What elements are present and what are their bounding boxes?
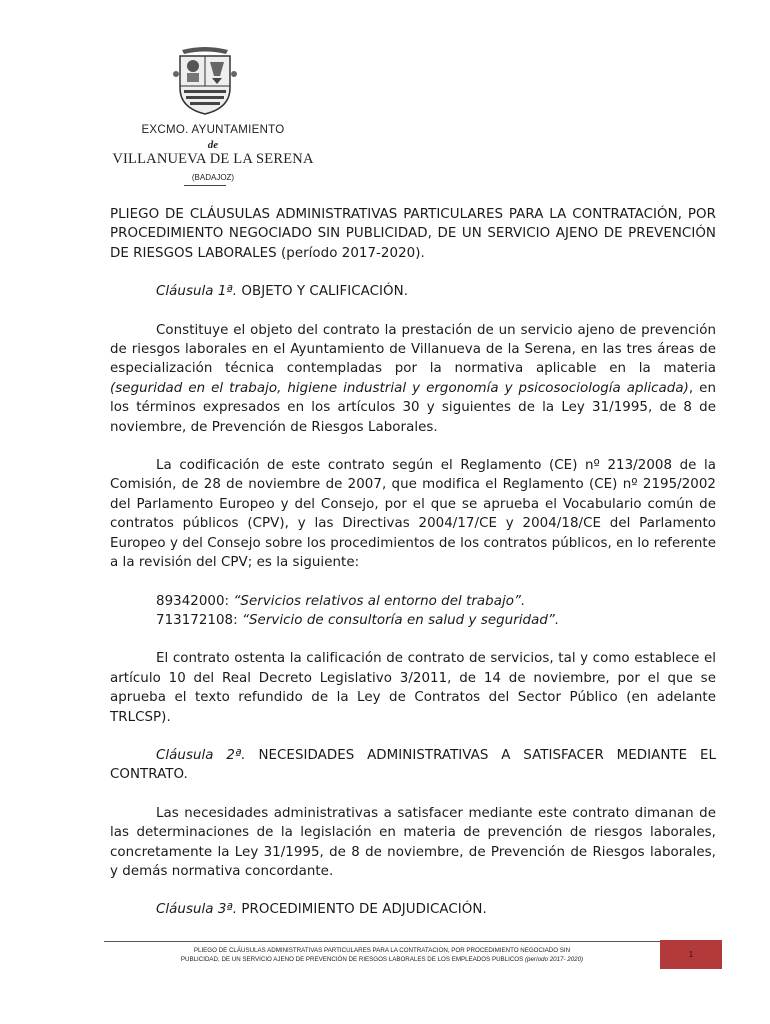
paragraph-codification: La codificación de este contrato según el Reglamento (CE) nº 213/2008 de la Comisión, de 28 de noviembre de 2007, que modifica el Reglamento (CE) nº 2195/2002 del Parlamento Europeo y del Consejo, por el que se aprueba el Vocabulario común de contratos públicos (CPV), y las Directivas 2004/17/CE y 2004/18/CE del Parlamento Europeo y del Consejo sobre los procedimientos de los contratos públicos, en lo referente a la revisión del CPV; es la siguiente: xyxy=(110,458,716,571)
clause-2-title: NECESIDADES ADMINISTRATIVAS A SATISFACER MEDIANTE EL CONTRATO. xyxy=(110,747,716,783)
page-number-badge xyxy=(660,940,722,969)
clause-1-label: Cláusula 1ª. xyxy=(156,284,238,300)
footer-line-2-text: PUBLICIDAD, DE UN SERVICIO AJENO DE PREVENCIÓN DE RIESGOS LABORALES DE LOS EMPLEADOS PUBLICOS xyxy=(180,956,524,963)
clause-1-title: OBJETO Y CALIFICACIÓN. xyxy=(237,284,409,300)
page-number: 1 xyxy=(688,950,694,959)
footer-divider xyxy=(104,941,660,942)
paragraph-qualification: El contrato ostenta la calificación de contrato de servicios, tal y como establece el artículo 10 del Real Decreto Legislativo 3/2011, de 14 de noviembre, por el que se aprueba el texto refundido de la Ley de Contratos del Sector Público (en adelante TRLCSP). xyxy=(110,651,716,725)
cpv-1-text: “Servicios relativos al entorno del trabajo”. xyxy=(233,593,526,609)
p1-text-italic: (seguridad en el trabajo, higiene industrial y ergonomía y psicosociología aplicada) xyxy=(110,380,689,396)
cpv-2-text: “Servicio de consultoría en salud y seguridad”. xyxy=(242,612,560,628)
org-name-de: de xyxy=(207,139,219,151)
p1-text-a: Constituye el objeto del contrato la prestación de un servicio ajeno de prevención de riesgos laborales en el Ayuntamiento de Villanueva de la Serena, en las tres áreas de especialización técnica contempladas por la normativa aplicable en la materia xyxy=(110,322,716,377)
paragraph-needs: Las necesidades administrativas a satisfacer mediante este contrato dimanan de las determinaciones de la legislación en materia de prevención de riesgos laborales, concretamente la Ley 31/1995, de 8 de noviembre, de Prevención de Riesgos laborales, y demás normativa concordante. xyxy=(110,805,716,879)
org-divider xyxy=(184,185,226,186)
cpv-codes xyxy=(110,592,716,631)
org-name-line1: EXCMO. AYUNTAMIENTO xyxy=(141,124,285,136)
coat-of-arms-icon xyxy=(168,44,242,116)
document-body xyxy=(110,205,716,939)
p1-text-b: , en los términos expresados en los artículos 30 y siguientes de la Ley 31/1995, de 8 de noviembre, de Prevención de Riesgos Laborales. xyxy=(110,380,716,435)
document-title xyxy=(110,205,716,263)
clause-3-heading xyxy=(110,900,716,919)
clause-3-label: Cláusula 3ª. xyxy=(156,902,238,918)
org-name-line2: VILLANUEVA DE LA SERENA xyxy=(112,151,314,167)
clause-2-label: Cláusula 2ª. xyxy=(156,747,246,763)
org-province: (BADAJOZ) xyxy=(191,173,235,182)
footer-period: (período 2017- 2020) xyxy=(524,956,584,963)
clause-3-title: PROCEDIMIENTO DE ADJUDICACIÓN. xyxy=(237,902,487,918)
paragraph-object xyxy=(110,321,716,437)
footer-text xyxy=(104,946,660,964)
cpv-1-code: 89342000: xyxy=(156,593,234,609)
footer-line-2 xyxy=(104,955,660,964)
cpv-2-code: 713172108: xyxy=(156,612,242,628)
footer-line-1: PLIEGO DE CLÁUSULAS ADMINISTRATIVAS PARTICULARES PARA LA CONTRATACION, POR PROCEDIMIENTO NEGOCIADO SIN xyxy=(193,947,571,954)
title-period: (período 2017-2020). xyxy=(276,245,425,261)
cpv-code-1 xyxy=(110,592,716,611)
clause-2-heading xyxy=(110,746,716,785)
clause-1-heading xyxy=(110,282,716,301)
title-text: PLIEGO DE CLÁUSULAS ADMINISTRATIVAS PARTICULARES PARA LA CONTRATACIÓN, POR PROCEDIMIENTO NEGOCIADO SIN PUBLICIDAD, DE UN SERVICIO AJENO DE PREVENCIÓN DE RIESGOS LABORALES xyxy=(110,207,716,261)
cpv-code-2 xyxy=(110,611,716,630)
